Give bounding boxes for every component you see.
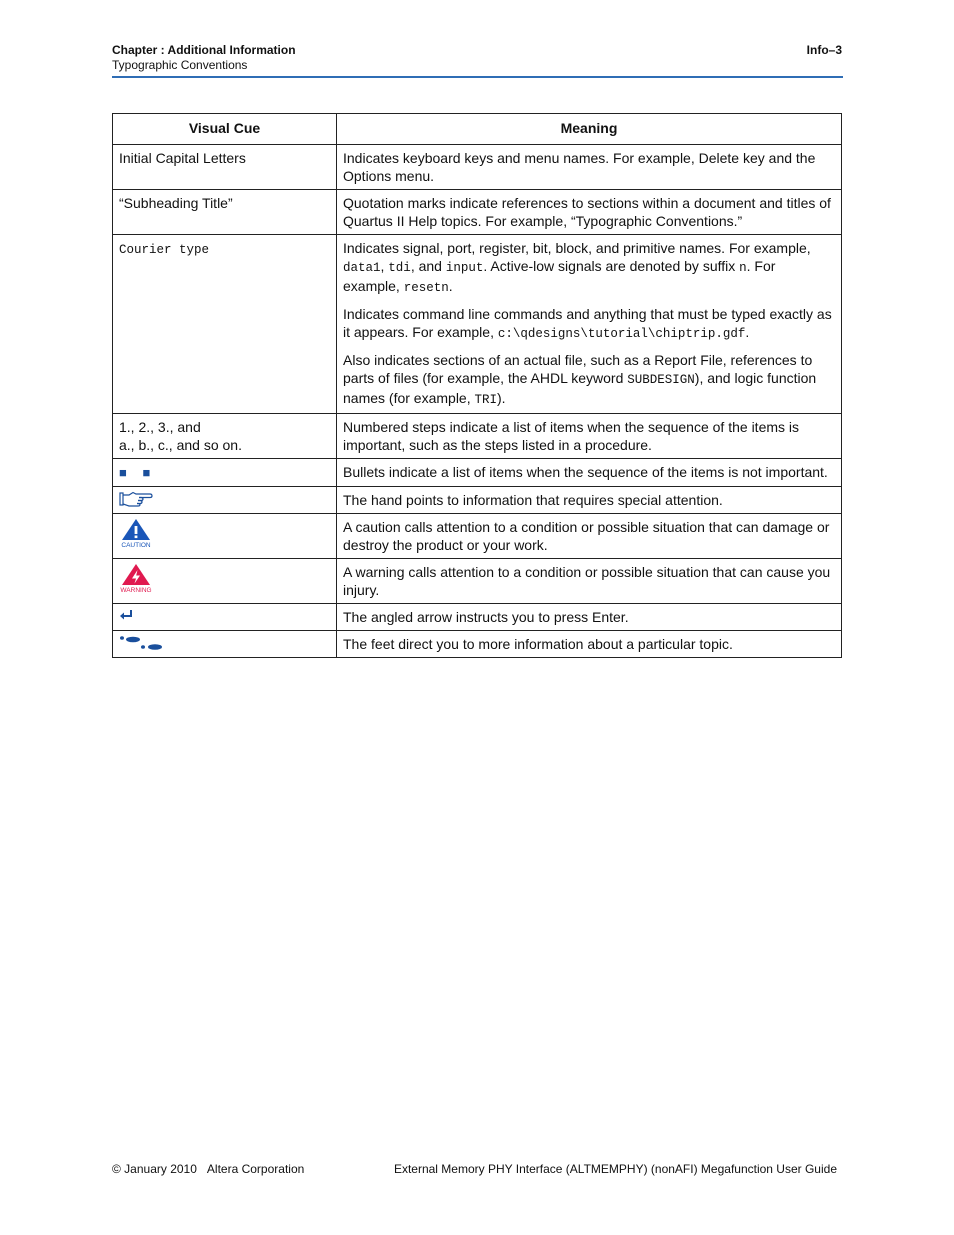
code-text: tdi	[388, 261, 411, 275]
table-row	[113, 514, 842, 559]
meaning-cell	[337, 235, 842, 414]
footer-guide-title: External Memory PHY Interface (ALTMEMPHY) (nonAFI) Megafunction User Guide	[393, 1162, 837, 1176]
meaning-cell: Bullets indicate a list of items when the sequence of the items is not important.	[337, 459, 842, 487]
visual-cue-cell	[113, 514, 337, 559]
bullet-squares-icon: ■ ■	[119, 465, 157, 480]
table-header-row	[113, 114, 842, 145]
table-row	[113, 487, 842, 514]
enter-arrow-icon	[119, 608, 135, 622]
text: ), and logic function names (for example,	[343, 370, 817, 406]
visual-cue-cell: “Subheading Title”	[113, 190, 337, 235]
code-text: data1	[343, 261, 381, 275]
caution-icon	[119, 518, 153, 548]
column-header-visual-cue: Visual Cue	[113, 114, 337, 145]
text: ,	[380, 258, 389, 274]
courier-type-sample: Courier type	[119, 243, 210, 257]
meaning-cell: The angled arrow instructs you to press Enter.	[337, 604, 842, 631]
meaning-paragraph	[343, 305, 835, 343]
table-row	[113, 459, 842, 487]
visual-cue-cell	[113, 414, 337, 459]
visual-cue-cell: Initial Capital Letters	[113, 145, 337, 190]
visual-cue-cell	[113, 559, 337, 604]
text: Also indicates sections of an actual file, such as a Report File, references to parts of files (for example, the AHDL keyword	[343, 352, 813, 386]
table-row	[113, 604, 842, 631]
table-row	[113, 235, 842, 414]
meaning-cell: Quotation marks indicate references to sections within a document and titles of Quartus II Help topics. For example, “Typographic Conventions.”	[337, 190, 842, 235]
header-rule	[112, 76, 843, 78]
cue-line: 1., 2., 3., and	[119, 419, 201, 435]
visual-cue-cell	[113, 604, 337, 631]
table-row	[113, 414, 842, 459]
cue-line: a., b., c., and so on.	[119, 437, 242, 453]
code-text: input	[445, 261, 484, 275]
table-row	[113, 631, 842, 658]
code-text: resetn	[403, 281, 449, 295]
section-title: Typographic Conventions	[112, 58, 248, 72]
visual-cue-cell	[113, 235, 337, 414]
visual-cue-cell	[113, 459, 337, 487]
text: ).	[497, 390, 506, 406]
meaning-cell: Numbered steps indicate a list of items when the sequence of the items is important, such as the steps listed in a procedure.	[337, 414, 842, 459]
code-text: TRI	[474, 393, 498, 407]
text: . Active-low signals are denoted by suffix	[483, 258, 740, 274]
text: .	[745, 324, 750, 340]
meaning-cell: The hand points to information that requires special attention.	[337, 487, 842, 514]
text: .	[448, 278, 453, 294]
table-row	[113, 559, 842, 604]
hand-point-icon	[119, 491, 153, 507]
meaning-cell: A caution calls attention to a condition or possible situation that can damage or destroy the product or your work.	[337, 514, 842, 559]
table-row	[113, 190, 842, 235]
meaning-cell: A warning calls attention to a condition or possible situation that can cause you injury.	[337, 559, 842, 604]
text: Indicates signal, port, register, bit, block, and primitive names. For example,	[343, 240, 811, 256]
typographic-conventions-table	[112, 113, 842, 658]
code-text: SUBDESIGN	[627, 373, 695, 387]
feet-icon	[119, 635, 163, 651]
meaning-cell: Indicates keyboard keys and menu names. For example, Delete key and the Options menu.	[337, 145, 842, 190]
visual-cue-cell	[113, 631, 337, 658]
footer-company: Altera Corporation	[206, 1162, 305, 1176]
table-row	[113, 145, 842, 190]
code-text: c:\qdesigns\tutorial\chiptrip.gdf	[497, 327, 746, 341]
page-number: Info–3	[806, 43, 842, 57]
text: , and	[410, 258, 446, 274]
svg-text:WARNING: WARNING	[120, 587, 152, 593]
warning-icon	[119, 563, 153, 593]
footer-left	[112, 1162, 304, 1176]
chapter-title: Chapter : Additional Information	[112, 43, 296, 57]
text: Indicates command line commands and anything that must be typed exactly as it appears. For example,	[343, 306, 832, 340]
svg-text:CAUTION: CAUTION	[121, 542, 151, 548]
meaning-paragraph	[343, 239, 835, 297]
running-header	[112, 43, 296, 73]
column-header-meaning: Meaning	[337, 114, 842, 145]
visual-cue-cell	[113, 487, 337, 514]
meaning-cell: The feet direct you to more information about a particular topic.	[337, 631, 842, 658]
text: . For example,	[343, 258, 776, 294]
meaning-paragraph	[343, 351, 835, 409]
footer-date: © January 2010	[112, 1162, 197, 1176]
code-text: n	[739, 261, 747, 275]
